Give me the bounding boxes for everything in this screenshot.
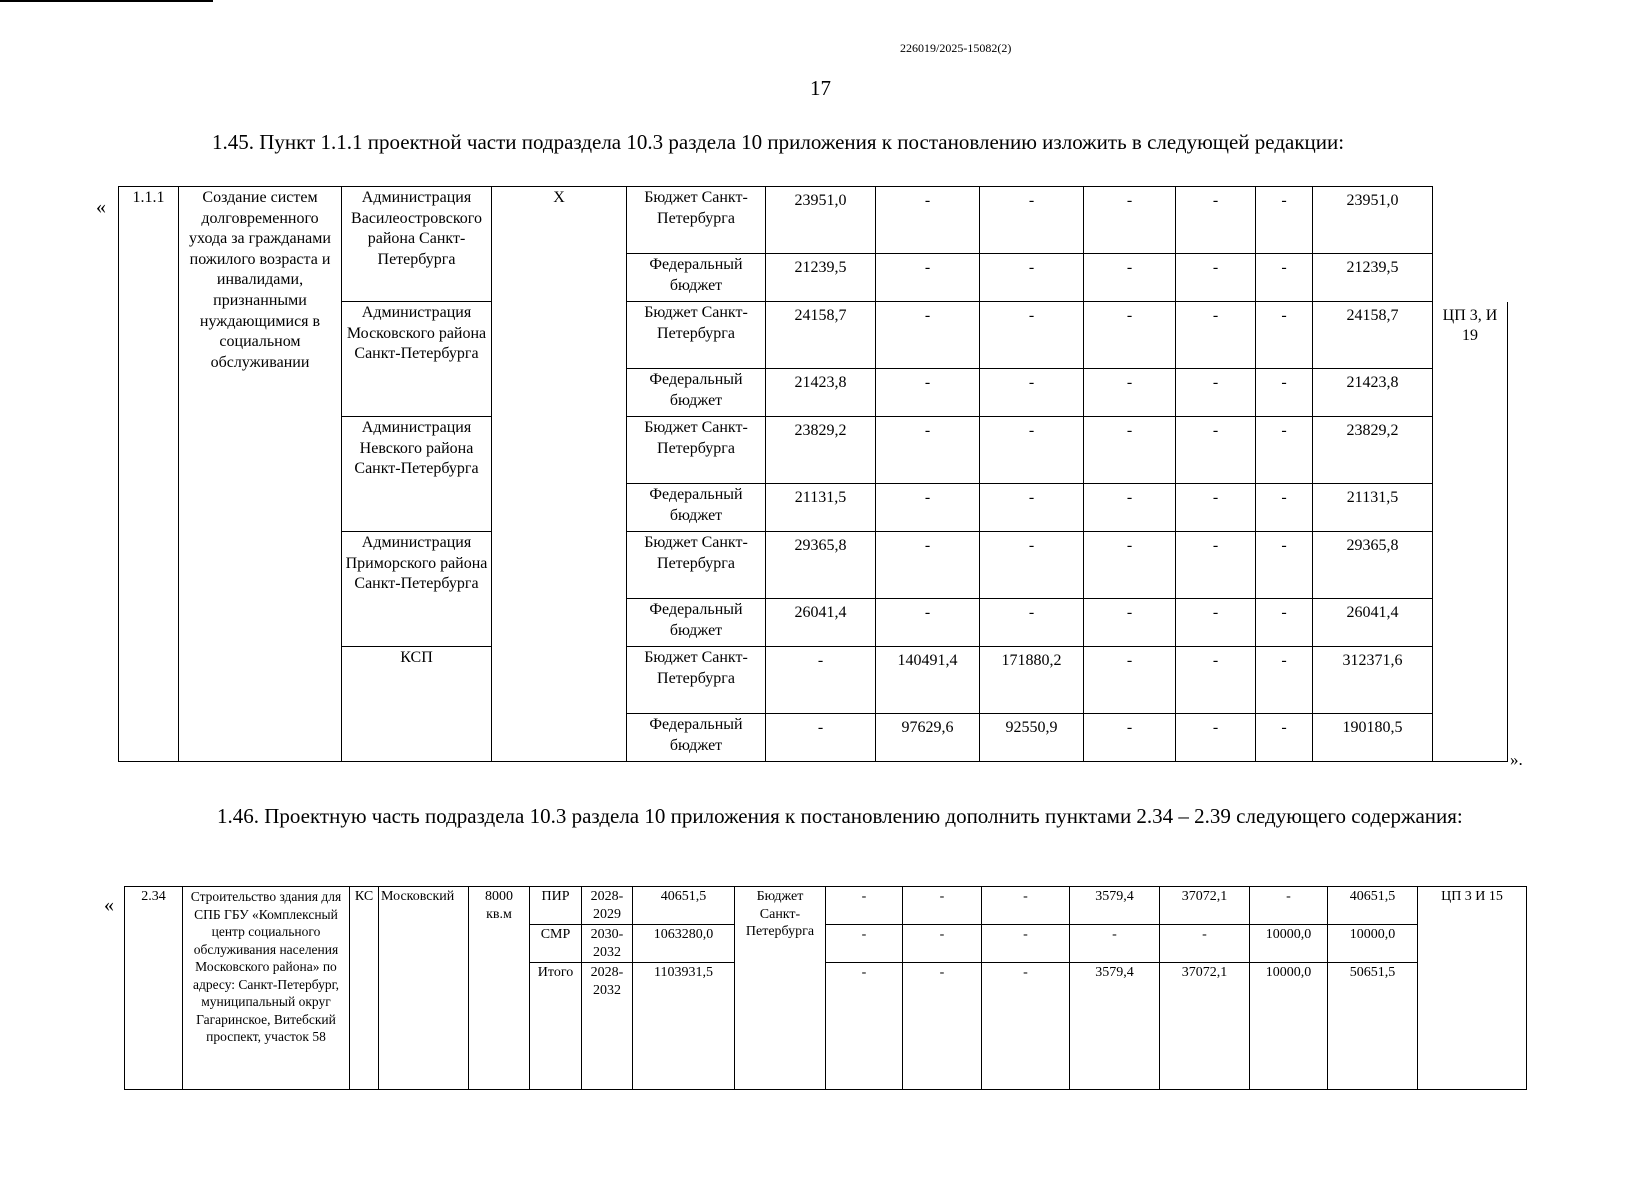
document-number: 226019/2025-15082(2) [900,41,1012,55]
value-cell: - [1256,647,1313,714]
object-type: КС [350,887,379,1090]
table-row [125,887,1527,925]
value-cell: 10000,0 [1250,925,1328,963]
value-cell: 50651,5 [1328,963,1418,1090]
value-cell: 190180,5 [1313,714,1433,762]
district: Московский [379,887,469,1090]
value-cell: 23829,2 [766,417,876,484]
value-cell: 140491,4 [876,647,980,714]
funding-source: Федеральный бюджет [627,369,766,417]
executor: Администрация Московского района Санкт-Петербурга [342,302,492,417]
value-cell: - [766,647,876,714]
stage: Итого [530,963,582,1090]
top-rule [0,0,213,2]
value-cell: - [876,187,980,254]
value-cell: - [826,963,903,1090]
value-cell: 24158,7 [1313,302,1433,369]
value-cell: - [1176,599,1256,647]
value-cell: - [980,532,1084,599]
value-cell: - [876,369,980,417]
value-cell: - [1256,714,1313,762]
value-cell: - [1256,254,1313,302]
value-cell: - [1176,417,1256,484]
funding-source: Бюджет Санкт-Петербурга [627,417,766,484]
funding-source: Федеральный бюджет [627,599,766,647]
executor: Администрация Василеостровского района Санкт-Петербурга [342,187,492,302]
value-cell: - [1084,532,1176,599]
value-cell: 21239,5 [766,254,876,302]
x-mark: Х [492,187,627,762]
value-cell: - [1176,714,1256,762]
indicator-blank [1433,187,1508,254]
value-cell: 24158,7 [766,302,876,369]
value-cell: - [876,484,980,532]
value-cell: 21423,8 [766,369,876,417]
value-cell: 171880,2 [980,647,1084,714]
value-cell: - [1084,187,1176,254]
executor: Администрация Невского района Санкт-Петербурга [342,417,492,532]
value-cell: - [980,302,1084,369]
value-cell: - [826,887,903,925]
cost: 40651,5 [633,887,735,925]
value-cell: - [982,887,1070,925]
funding-source: Бюджет Санкт-Петербурга [627,532,766,599]
value-cell: - [1176,647,1256,714]
closing-quote-1: ». [1510,750,1523,769]
page-number: 17 [810,76,831,100]
value-cell: - [980,254,1084,302]
value-cell: - [876,417,980,484]
opening-quote-1: « [96,196,106,218]
value-cell: - [1084,599,1176,647]
funding-source: Федеральный бюджет [627,714,766,762]
value-cell: - [1256,417,1313,484]
value-cell: 37072,1 [1160,963,1250,1090]
value-cell: 23951,0 [1313,187,1433,254]
opening-quote-2: « [104,894,114,916]
value-cell: 23951,0 [766,187,876,254]
funding-source: Федеральный бюджет [627,254,766,302]
value-cell: 26041,4 [1313,599,1433,647]
item-number: 2.34 [125,887,183,1090]
value-cell: - [980,599,1084,647]
funding-source: Бюджет Санкт-Петербурга [627,647,766,714]
value-cell: 3579,4 [1070,963,1160,1090]
value-cell: - [876,599,980,647]
capacity: 8000 кв.м [469,887,530,1090]
value-cell: 92550,9 [980,714,1084,762]
period: 2028-2032 [582,963,633,1090]
value-cell: - [1084,369,1176,417]
value-cell: - [980,187,1084,254]
indicator: ЦП 3 И 15 [1418,887,1527,1090]
funding-source: Бюджет Санкт-Петербурга [735,887,826,1090]
value-cell: 10000,0 [1250,963,1328,1090]
value-cell: - [876,302,980,369]
value-cell: 26041,4 [766,599,876,647]
value-cell: - [903,925,982,963]
value-cell: - [980,417,1084,484]
value-cell: - [1256,187,1313,254]
value-cell: 21239,5 [1313,254,1433,302]
paragraph-1-45: 1.45. Пункт 1.1.1 проектной части подраздела 10.3 раздела 10 приложения к постановлению изложить в следующей редакции: [212,130,1345,154]
value-cell: - [766,714,876,762]
value-cell: 97629,6 [876,714,980,762]
cost: 1103931,5 [633,963,735,1090]
stage: ПИР [530,887,582,925]
table-item-2-34 [124,886,1527,1090]
value-cell: - [903,963,982,1090]
value-cell: 37072,1 [1160,887,1250,925]
value-cell: - [1084,302,1176,369]
value-cell: - [876,254,980,302]
value-cell: - [1256,484,1313,532]
value-cell: - [1256,532,1313,599]
executor: КСП [342,647,492,762]
value-cell: - [1176,369,1256,417]
value-cell: 10000,0 [1328,925,1418,963]
value-cell: - [1256,369,1313,417]
measure-name: Создание систем долговременного ухода за гражданами пожилого возраста и инвалидами, признанными нуждающимися в социальном обслуживании [179,187,342,762]
value-cell: 40651,5 [1328,887,1418,925]
value-cell: - [982,963,1070,1090]
value-cell: - [980,484,1084,532]
value-cell: - [1176,484,1256,532]
value-cell: - [1084,254,1176,302]
value-cell: - [826,925,903,963]
value-cell: - [1176,532,1256,599]
value-cell: - [1256,302,1313,369]
table-item-1-1-1 [118,186,1508,762]
value-cell: - [980,369,1084,417]
paragraph-1-46: 1.46. Проектную часть подраздела 10.3 раздела 10 приложения к постановлению дополнить пунктами 2.34 – 2.39 следующего содержания: [217,804,1463,828]
value-cell: 21131,5 [1313,484,1433,532]
value-cell: 312371,6 [1313,647,1433,714]
indicator: ЦП 3, И 19 [1433,302,1508,762]
value-cell: - [1256,599,1313,647]
cost: 1063280,0 [633,925,735,963]
funding-source: Федеральный бюджет [627,484,766,532]
funding-source: Бюджет Санкт-Петербурга [627,187,766,254]
value-cell: - [876,532,980,599]
value-cell: 3579,4 [1070,887,1160,925]
value-cell: - [1160,925,1250,963]
value-cell: 23829,2 [1313,417,1433,484]
value-cell: - [982,925,1070,963]
value-cell: - [1176,187,1256,254]
value-cell: - [1250,887,1328,925]
value-cell: - [1084,714,1176,762]
executor: Администрация Приморского района Санкт-Петербурга [342,532,492,647]
value-cell: 29365,8 [1313,532,1433,599]
period: 2030-2032 [582,925,633,963]
value-cell: - [903,887,982,925]
value-cell: - [1176,302,1256,369]
value-cell: - [1084,417,1176,484]
period: 2028-2029 [582,887,633,925]
value-cell: 21423,8 [1313,369,1433,417]
stage: СМР [530,925,582,963]
indicator-blank [1433,254,1508,302]
object-name: Строительство здания для СПБ ГБУ «Комплексный центр социального обслуживания населения Московского района» по адресу: Санкт-Петербург, муниципальный округ Гагаринское, Витебский проспект, участок 58 [183,887,350,1090]
value-cell: - [1084,484,1176,532]
item-number: 1.1.1 [119,187,179,762]
value-cell: 21131,5 [766,484,876,532]
value-cell: - [1084,647,1176,714]
value-cell: - [1176,254,1256,302]
funding-source: Бюджет Санкт-Петербурга [627,302,766,369]
table-row [119,187,1508,254]
value-cell: - [1070,925,1160,963]
value-cell: 29365,8 [766,532,876,599]
